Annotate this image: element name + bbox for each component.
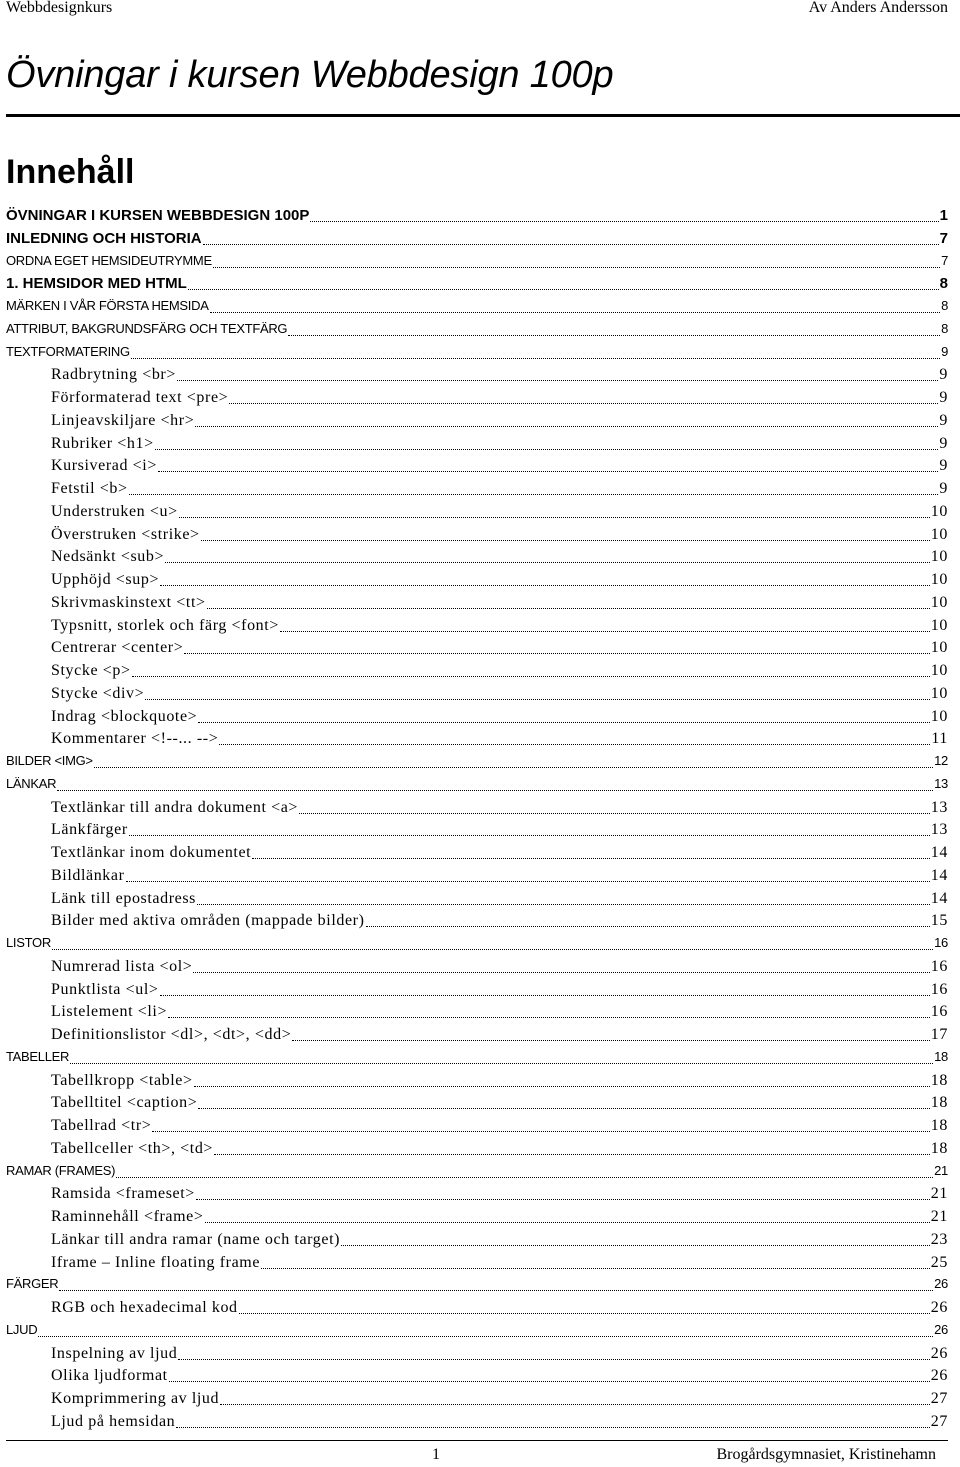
toc-entry-label: 1. HEMSIDOR MED HTML bbox=[6, 275, 187, 292]
toc-entry-page: 14 bbox=[930, 844, 948, 861]
toc-entry-label: Inspelning av ljud bbox=[51, 1345, 178, 1362]
toc-entry[interactable] bbox=[51, 480, 948, 500]
toc-dot-leader bbox=[280, 617, 930, 632]
toc-dot-leader bbox=[152, 1117, 929, 1132]
toc-entry-label: Upphöjd <sup> bbox=[51, 571, 160, 588]
toc-entry-page: 21 bbox=[934, 1163, 948, 1178]
toc-entry[interactable] bbox=[51, 958, 948, 978]
toc-dot-leader bbox=[210, 298, 940, 313]
toc-entry-page: 10 bbox=[930, 594, 948, 611]
toc-entry-page: 11 bbox=[931, 730, 948, 747]
toc-entry-page: 16 bbox=[934, 935, 948, 950]
toc-dot-leader bbox=[176, 1413, 930, 1428]
toc-entry[interactable] bbox=[51, 1208, 948, 1228]
toc-dot-leader bbox=[179, 503, 930, 518]
toc-dot-leader bbox=[292, 1026, 929, 1041]
toc-entry[interactable] bbox=[51, 1094, 948, 1114]
toc-dot-leader bbox=[126, 867, 930, 882]
toc-dot-leader bbox=[169, 1367, 930, 1382]
toc-dot-leader bbox=[165, 548, 930, 563]
toc-entry-page: 18 bbox=[930, 1140, 948, 1157]
toc-entry[interactable] bbox=[51, 617, 948, 637]
toc-dot-leader bbox=[261, 1254, 930, 1269]
toc-entry-label: Kommentarer <!--... --> bbox=[51, 730, 219, 747]
toc-entry-page: 7 bbox=[941, 253, 948, 268]
toc-entry[interactable] bbox=[51, 821, 948, 841]
toc-entry-page: 18 bbox=[930, 1117, 948, 1134]
toc-entry-page: 10 bbox=[930, 708, 948, 725]
toc-entry[interactable] bbox=[51, 1367, 948, 1387]
toc-entry-page: 9 bbox=[941, 344, 948, 359]
toc-dot-leader bbox=[131, 344, 940, 359]
document-title: Övningar i kursen Webbdesign 100p bbox=[6, 54, 614, 96]
toc-entry-label: Stycke <div> bbox=[51, 685, 145, 702]
toc-entry-page: 17 bbox=[930, 1026, 948, 1043]
toc-dot-leader bbox=[229, 389, 938, 404]
toc-entry[interactable] bbox=[6, 1049, 948, 1069]
toc-entry-label: Komprimmering av ljud bbox=[51, 1390, 220, 1407]
toc-entry-page: 25 bbox=[930, 1254, 948, 1271]
toc-entry-page: 10 bbox=[930, 571, 948, 588]
toc-entry-label: RAMAR (FRAMES) bbox=[6, 1163, 116, 1178]
toc-entry-label: MÄRKEN I VÅR FÖRSTA HEMSIDA bbox=[6, 298, 209, 313]
toc-dot-leader bbox=[214, 1140, 930, 1155]
footer-rule bbox=[6, 1440, 948, 1441]
toc-dot-leader bbox=[94, 753, 933, 768]
toc-dot-leader bbox=[213, 253, 940, 268]
toc-dot-leader bbox=[184, 639, 929, 654]
toc-entry[interactable] bbox=[51, 503, 948, 523]
toc-entry-page: 8 bbox=[941, 321, 948, 336]
toc-entry[interactable] bbox=[51, 799, 948, 819]
toc-entry-label: TEXTFORMATERING bbox=[6, 344, 130, 359]
toc-entry-label: LJUD bbox=[6, 1322, 38, 1337]
toc-dot-leader bbox=[205, 1208, 930, 1223]
toc-entry[interactable] bbox=[51, 594, 948, 614]
toc-entry-label: Definitionslistor <dl>, <dt>, <dd> bbox=[51, 1026, 292, 1043]
toc-entry[interactable] bbox=[51, 708, 948, 728]
toc-entry-page: 13 bbox=[930, 799, 948, 816]
toc-dot-leader bbox=[160, 981, 930, 996]
toc-dot-leader bbox=[38, 1322, 933, 1337]
footer-school: Brogårdsgymnasiet, Kristinehamn bbox=[716, 1446, 936, 1463]
page-footer bbox=[0, 1446, 948, 1466]
toc-entry-label: Bildlänkar bbox=[51, 867, 125, 884]
toc-entry-page: 26 bbox=[930, 1367, 948, 1384]
toc-entry-page: 8 bbox=[941, 298, 948, 313]
toc-entry-page: 16 bbox=[930, 1003, 948, 1020]
toc-entry[interactable] bbox=[51, 1026, 948, 1046]
toc-entry-page: 9 bbox=[939, 435, 948, 452]
toc-entry-label: Tabelltitel <caption> bbox=[51, 1094, 198, 1111]
toc-entry-label: Indrag <blockquote> bbox=[51, 708, 198, 725]
toc-dot-leader bbox=[59, 1276, 933, 1291]
toc-entry[interactable] bbox=[51, 1003, 948, 1023]
toc-entry-label: Ramsida <frameset> bbox=[51, 1185, 195, 1202]
toc-entry-label: Numrerad lista <ol> bbox=[51, 958, 193, 975]
toc-dot-leader bbox=[288, 321, 940, 336]
toc-entry-label: LISTOR bbox=[6, 935, 51, 950]
toc-entry-page: 10 bbox=[930, 503, 948, 520]
toc-entry[interactable] bbox=[6, 1163, 948, 1183]
toc-dot-leader bbox=[129, 821, 930, 836]
toc-entry-page: 26 bbox=[930, 1345, 948, 1362]
toc-entry[interactable] bbox=[6, 935, 948, 955]
toc-dot-leader bbox=[203, 230, 939, 245]
toc-entry-label: Listelement <li> bbox=[51, 1003, 168, 1020]
toc-entry[interactable] bbox=[51, 366, 948, 386]
header-author: Av Anders Andersson bbox=[808, 0, 948, 16]
toc-dot-leader bbox=[198, 1094, 929, 1109]
toc-dot-leader bbox=[201, 526, 930, 541]
toc-dot-leader bbox=[310, 207, 938, 222]
toc-entry[interactable] bbox=[51, 662, 948, 682]
toc-entry-label: Fetstil <b> bbox=[51, 480, 128, 497]
toc-entry[interactable] bbox=[51, 389, 948, 409]
toc-entry-label: Länk till epostadress bbox=[51, 890, 197, 907]
toc-entry-page: 9 bbox=[939, 480, 948, 497]
toc-dot-leader bbox=[70, 1049, 933, 1064]
toc-entry-page: 18 bbox=[934, 1049, 948, 1064]
toc-entry-label: Kursiverad <i> bbox=[51, 457, 157, 474]
toc-entry-page: 1 bbox=[939, 207, 948, 224]
toc-entry-label: RGB och hexadecimal kod bbox=[51, 1299, 238, 1316]
toc-entry-label: ATTRIBUT, BAKGRUNDSFÄRG OCH TEXTFÄRG bbox=[6, 321, 288, 336]
toc-entry-label: Tabellrad <tr> bbox=[51, 1117, 152, 1134]
toc-entry-label: Skrivmaskinstext <tt> bbox=[51, 594, 206, 611]
toc-entry-page: 10 bbox=[930, 526, 948, 543]
toc-dot-leader bbox=[132, 662, 930, 677]
toc-entry[interactable] bbox=[6, 298, 948, 318]
toc-entry-page: 10 bbox=[930, 617, 948, 634]
toc-dot-leader bbox=[193, 958, 929, 973]
toc-entry[interactable] bbox=[6, 230, 948, 250]
toc-entry[interactable] bbox=[51, 685, 948, 705]
toc-entry[interactable] bbox=[6, 321, 948, 341]
toc-entry-label: Raminnehåll <frame> bbox=[51, 1208, 204, 1225]
toc-entry-page: 9 bbox=[939, 366, 948, 383]
toc-entry[interactable] bbox=[51, 981, 948, 1001]
toc-dot-leader bbox=[178, 1345, 929, 1360]
toc-entry-label: Rubriker <h1> bbox=[51, 435, 154, 452]
toc-entry-label: Punktlista <ul> bbox=[51, 981, 159, 998]
toc-entry-label: Ljud på hemsidan bbox=[51, 1413, 176, 1430]
toc-entry[interactable] bbox=[51, 526, 948, 546]
toc-entry-label: Nedsänkt <sub> bbox=[51, 548, 165, 565]
toc-dot-leader bbox=[220, 1390, 930, 1405]
toc-dot-leader bbox=[196, 1185, 930, 1200]
toc-dot-leader bbox=[252, 844, 930, 859]
toc-entry[interactable] bbox=[51, 1299, 948, 1319]
toc-entry-label: ORDNA EGET HEMSIDEUTRYMME bbox=[6, 253, 212, 268]
page-header bbox=[6, 0, 948, 22]
toc-entry[interactable] bbox=[51, 867, 948, 887]
toc-entry[interactable] bbox=[6, 1322, 948, 1342]
toc-entry[interactable] bbox=[51, 457, 948, 477]
toc-entry[interactable] bbox=[51, 912, 948, 932]
toc-entry-label: Länkfärger bbox=[51, 821, 128, 838]
toc-entry-label: Förformaterad text <pre> bbox=[51, 389, 229, 406]
toc-entry[interactable] bbox=[51, 571, 948, 591]
toc-entry[interactable] bbox=[51, 1254, 948, 1274]
toc-dot-leader bbox=[197, 890, 930, 905]
toc-entry[interactable] bbox=[51, 435, 948, 455]
toc-dot-leader bbox=[160, 571, 930, 586]
toc-dot-leader bbox=[239, 1299, 930, 1314]
toc-dot-leader bbox=[194, 1072, 930, 1087]
toc-dot-leader bbox=[116, 1163, 933, 1178]
toc-entry-page: 21 bbox=[930, 1208, 948, 1225]
toc-entry[interactable] bbox=[51, 1390, 948, 1410]
toc-entry-label: TABELLER bbox=[6, 1049, 70, 1064]
toc-dot-leader bbox=[207, 594, 930, 609]
toc-entry-page: 10 bbox=[930, 662, 948, 679]
toc-entry-page: 10 bbox=[930, 548, 948, 565]
toc-dot-leader bbox=[341, 1231, 930, 1246]
toc-entry-label: BILDER <IMG> bbox=[6, 753, 93, 768]
toc-dot-leader bbox=[52, 935, 933, 950]
toc-dot-leader bbox=[145, 685, 930, 700]
toc-entry[interactable] bbox=[51, 412, 948, 432]
toc-entry[interactable] bbox=[51, 730, 948, 750]
toc-entry-label: Överstruken <strike> bbox=[51, 526, 200, 543]
toc-entry[interactable] bbox=[6, 753, 948, 773]
toc-entry-label: Tabellkropp <table> bbox=[51, 1072, 193, 1089]
toc-entry-label: Linjeavskiljare <hr> bbox=[51, 412, 195, 429]
toc-entry-page: 12 bbox=[934, 753, 948, 768]
toc-dot-leader bbox=[177, 366, 938, 381]
toc-entry-page: 7 bbox=[939, 230, 948, 247]
header-course-name: Webbdesignkurs bbox=[6, 0, 113, 16]
toc-dot-leader bbox=[198, 708, 929, 723]
toc-entry-page: 9 bbox=[939, 412, 948, 429]
toc-entry-label: Stycke <p> bbox=[51, 662, 131, 679]
toc-entry-page: 13 bbox=[930, 821, 948, 838]
toc-entry[interactable] bbox=[51, 639, 948, 659]
toc-entry[interactable] bbox=[6, 776, 948, 796]
toc-entry-label: INLEDNING OCH HISTORIA bbox=[6, 230, 202, 247]
toc-dot-leader bbox=[129, 480, 939, 495]
toc-entry-label: Bilder med aktiva områden (mappade bilder) bbox=[51, 912, 365, 929]
toc-entry-page: 18 bbox=[930, 1094, 948, 1111]
toc-entry-page: 9 bbox=[939, 457, 948, 474]
toc-entry[interactable] bbox=[51, 890, 948, 910]
toc-entry-label: Tabellceller <th>, <td> bbox=[51, 1140, 214, 1157]
toc-entry-label: LÄNKAR bbox=[6, 776, 57, 791]
toc-entry-label: Centrerar <center> bbox=[51, 639, 184, 656]
toc-entry-label: FÄRGER bbox=[6, 1276, 59, 1291]
toc-entry-label: ÖVNINGAR I KURSEN WEBBDESIGN 100P bbox=[6, 207, 310, 224]
toc-entry-label: Radbrytning <br> bbox=[51, 366, 176, 383]
toc-entry-page: 18 bbox=[930, 1072, 948, 1089]
toc-entry[interactable] bbox=[51, 1140, 948, 1160]
toc-dot-leader bbox=[168, 1003, 930, 1018]
toc-entry-page: 13 bbox=[934, 776, 948, 791]
toc-entry-label: Textlänkar till andra dokument <a> bbox=[51, 799, 299, 816]
toc-dot-leader bbox=[219, 730, 930, 745]
toc-entry[interactable] bbox=[51, 1345, 948, 1365]
toc-entry[interactable] bbox=[51, 548, 948, 568]
toc-dot-leader bbox=[366, 912, 930, 927]
toc-entry-page: 26 bbox=[934, 1322, 948, 1337]
toc-entry[interactable] bbox=[51, 1185, 948, 1205]
toc-entry[interactable] bbox=[51, 1072, 948, 1092]
toc-entry-page: 14 bbox=[930, 890, 948, 907]
toc-entry-page: 10 bbox=[930, 685, 948, 702]
toc-entry-label: Länkar till andra ramar (name och target) bbox=[51, 1231, 341, 1248]
toc-entry[interactable] bbox=[6, 1276, 948, 1296]
toc-entry[interactable] bbox=[51, 1117, 948, 1137]
toc-entry-page: 16 bbox=[930, 958, 948, 975]
toc-dot-leader bbox=[188, 275, 939, 290]
toc-dot-leader bbox=[57, 776, 933, 791]
toc-entry[interactable] bbox=[6, 207, 948, 227]
toc-entry-page: 8 bbox=[939, 275, 948, 292]
toc-entry[interactable] bbox=[51, 1413, 948, 1433]
toc-entry-page: 9 bbox=[939, 389, 948, 406]
toc-entry[interactable] bbox=[6, 253, 948, 273]
toc-entry-page: 26 bbox=[930, 1299, 948, 1316]
toc-heading: Innehåll bbox=[6, 153, 135, 191]
toc-entry-page: 26 bbox=[934, 1276, 948, 1291]
toc-entry-label: Olika ljudformat bbox=[51, 1367, 168, 1384]
toc-entry-page: 16 bbox=[930, 981, 948, 998]
toc-entry-page: 10 bbox=[930, 639, 948, 656]
toc-entry-label: Understruken <u> bbox=[51, 503, 178, 520]
toc-entry[interactable] bbox=[6, 275, 948, 295]
toc-entry[interactable] bbox=[51, 844, 948, 864]
title-rule bbox=[6, 114, 960, 117]
toc-entry-page: 27 bbox=[930, 1413, 948, 1430]
toc-entry-page: 14 bbox=[930, 867, 948, 884]
toc-entry-page: 15 bbox=[930, 912, 948, 929]
toc-dot-leader bbox=[158, 457, 938, 472]
toc-dot-leader bbox=[155, 435, 939, 450]
toc-dot-leader bbox=[299, 799, 930, 814]
toc-entry-page: 23 bbox=[930, 1231, 948, 1248]
toc-entry-label: Textlänkar inom dokumentet bbox=[51, 844, 252, 861]
toc-entry[interactable] bbox=[6, 344, 948, 364]
toc-entry-label: Iframe – Inline floating frame bbox=[51, 1254, 261, 1271]
toc-dot-leader bbox=[195, 412, 938, 427]
toc-entry-page: 21 bbox=[930, 1185, 948, 1202]
toc-entry-label: Typsnitt, storlek och färg <font> bbox=[51, 617, 279, 634]
page-number: 1 bbox=[432, 1446, 440, 1463]
toc-entry[interactable] bbox=[51, 1231, 948, 1251]
toc-entry-page: 27 bbox=[930, 1390, 948, 1407]
